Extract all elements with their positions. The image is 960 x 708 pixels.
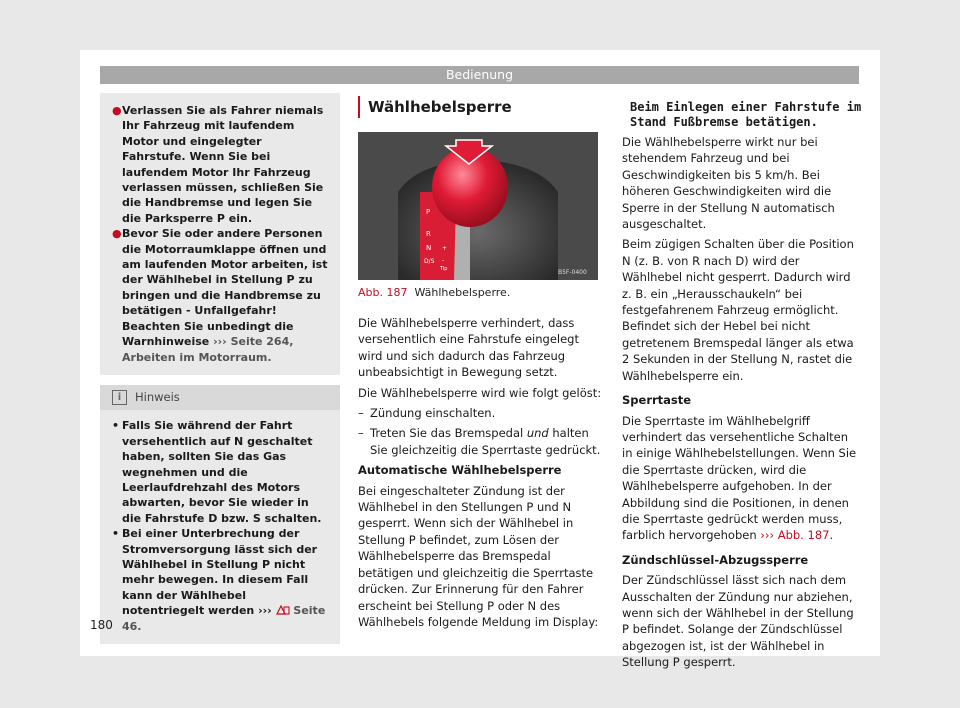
note-box xyxy=(100,385,340,644)
subheading: Automatische Wählhebelsperre xyxy=(358,463,562,478)
svg-text:-: - xyxy=(442,257,445,264)
bullet-icon: • xyxy=(112,527,120,541)
bullet-icon: • xyxy=(112,419,120,433)
warning-triangle-icon xyxy=(276,605,290,615)
subheading: Sperrtaste xyxy=(622,393,692,408)
svg-text:D/S: D/S xyxy=(424,258,435,265)
svg-text:Tip: Tip xyxy=(440,266,448,272)
caption-number: Abb. 187 xyxy=(358,286,408,299)
paragraph: Bei eingeschalteter Zündung ist der Wählhebel in den Stellungen P und N gesperrt. Wenn sich der Wählhebel in Stellung P befindet, zum Lösen der Wählhebelsperre das Bremspedal betätigen und gleichzeitig die Sperrtaste drücken. Zur Erinnerung für den Fahrer erscheint bei Stellung P oder N des Wählhebels folgende Meldung im Display: xyxy=(358,483,599,629)
figure-ref-link[interactable]: Abb. 187 xyxy=(777,528,830,543)
paragraph: Die Sperrtaste im Wählhebelgriff verhindert das versehentliche Schalten in einige Wählhebelstellungen. Wenn Sie die Sperrtaste drücken, wird die Wählhebelsperre aufgehoben. In der Abbildung sind die Positionen, in denen die Sperrtaste gedrückt werden muss, farblich hervorgehoben ››› Abb. 187. xyxy=(622,413,857,543)
right-column xyxy=(622,100,862,675)
subheading: Zündschlüssel-Abzugssperre xyxy=(622,552,809,567)
warning-box xyxy=(100,93,340,375)
right-body xyxy=(622,134,862,671)
bullet-icon: ● xyxy=(112,227,122,241)
svg-text:P: P xyxy=(426,208,431,216)
svg-text:+: + xyxy=(442,245,448,252)
figure-ref-arrow[interactable]: ››› xyxy=(760,528,775,543)
paragraph: Der Zündschlüssel lässt sich nach dem Ausschalten der Zündung nur abziehen, wenn sich der Wählhebel in der Stellung P befindet. Solange der Zündschlüssel abgezogen ist, ist der Wählhebel in Stellung P gesperrt. xyxy=(622,573,854,670)
paragraph: Die Wählhebelsperre verhindert, dass versehentlich eine Fahrstufe eingelegt wird und sich dadurch das Fahrzeug unbeabsichtigt in Bewegung setzt. xyxy=(358,316,579,380)
note-title: Hinweis xyxy=(135,389,180,404)
caption-text: Wählhebelsperre. xyxy=(414,286,511,299)
left-column xyxy=(100,93,340,644)
figure-caption xyxy=(358,286,602,299)
note-item: • Bei einer Unterbrechung der Stromversorgung lässt sich der Wählhebel in Stellung P nicht mehr bewegen. In diesem Fall kann der Wählhebel notentriegelt werden ››› Seite 46. xyxy=(112,527,326,633)
warning-item: ● Bevor Sie oder andere Personen die Motorraumklappe öffnen und am laufenden Motor arbeiten, ist der Wählhebel in Stellung P zu bringen und die Handbremse zu betätigen - Unfallgefahr! Beachten Sie unbedingt die Warnhinweise ››› Seite 264, Arbeiten im Motorraum. xyxy=(112,227,328,364)
note-ref-link[interactable]: Seite 46. xyxy=(122,604,326,633)
svg-text:R: R xyxy=(426,230,431,238)
step-item: – Treten Sie das Bremspedal und halten Sie gleichzeitig die Sperrtaste gedrückt. xyxy=(358,426,601,457)
section-title: Wählhebelsperre xyxy=(358,96,602,118)
display-message: Beim Einlegen einer Fahrstufe im Stand Fußbremse betätigen. xyxy=(630,100,862,129)
note-body xyxy=(100,410,340,644)
warning-item: ● Verlassen Sie als Fahrer niemals Ihr Fahrzeug mit laufendem Motor und eingelegter Fahrstufe. Wenn Sie bei laufendem Motor Ihr Fahrzeug verlassen müssen, schließen Sie die Handbremse und legen Sie die Parksperre P ein. xyxy=(112,104,324,225)
gear-selector-figure xyxy=(358,132,598,280)
info-icon: i xyxy=(112,390,127,405)
note-item: • Falls Sie während der Fahrt versehentlich auf N geschaltet haben, sollten Sie das Gas wegnehmen und die Leerlaufdrehzahl des Motors abwarten, bevor Sie wieder in die Fahrstufe D bzw. S schalten. xyxy=(112,419,322,525)
svg-text:N: N xyxy=(426,244,432,252)
paragraph: Die Wählhebelsperre wird wie folgt gelöst: xyxy=(358,385,602,400)
note-header xyxy=(100,385,340,410)
gear-selector-illustration xyxy=(358,132,598,280)
page-number: 180 xyxy=(90,618,113,632)
paragraph: Beim zügigen Schalten über die Position N (z. B. von R nach D) wird der Wählhebel nicht gesperrt. Dadurch wird z. B. ein „Herausschaukeln“ bei festgefahrenem Fahrzeug ermöglicht. Befindet sich der Hebel bei nicht getretenem Bremspedal länger als etwa 2 Sekunden in der Stellung N, rastet die Wählhebelsperre ein. xyxy=(622,237,854,383)
page-header: Bedienung xyxy=(100,66,859,84)
warning-ref-link[interactable]: Seite 264, Arbeiten im Motorraum. xyxy=(122,335,294,364)
warning-ref-arrow[interactable]: ››› xyxy=(213,335,227,349)
step-item: – Zündung einschalten. xyxy=(358,406,496,421)
middle-column xyxy=(358,96,602,634)
bullet-icon: ● xyxy=(112,104,122,117)
section-body xyxy=(358,315,602,630)
paragraph: Die Wählhebelsperre wirkt nur bei stehendem Fahrzeug und bei Geschwindigkeiten bis 5 km/h. Bei höheren Geschwindigkeiten wird die Sperre in der Stellung N automatisch ausgeschaltet. xyxy=(622,135,835,232)
figure-code: B5F-0400 xyxy=(558,269,587,276)
note-ref-arrow[interactable]: ››› xyxy=(258,604,272,618)
